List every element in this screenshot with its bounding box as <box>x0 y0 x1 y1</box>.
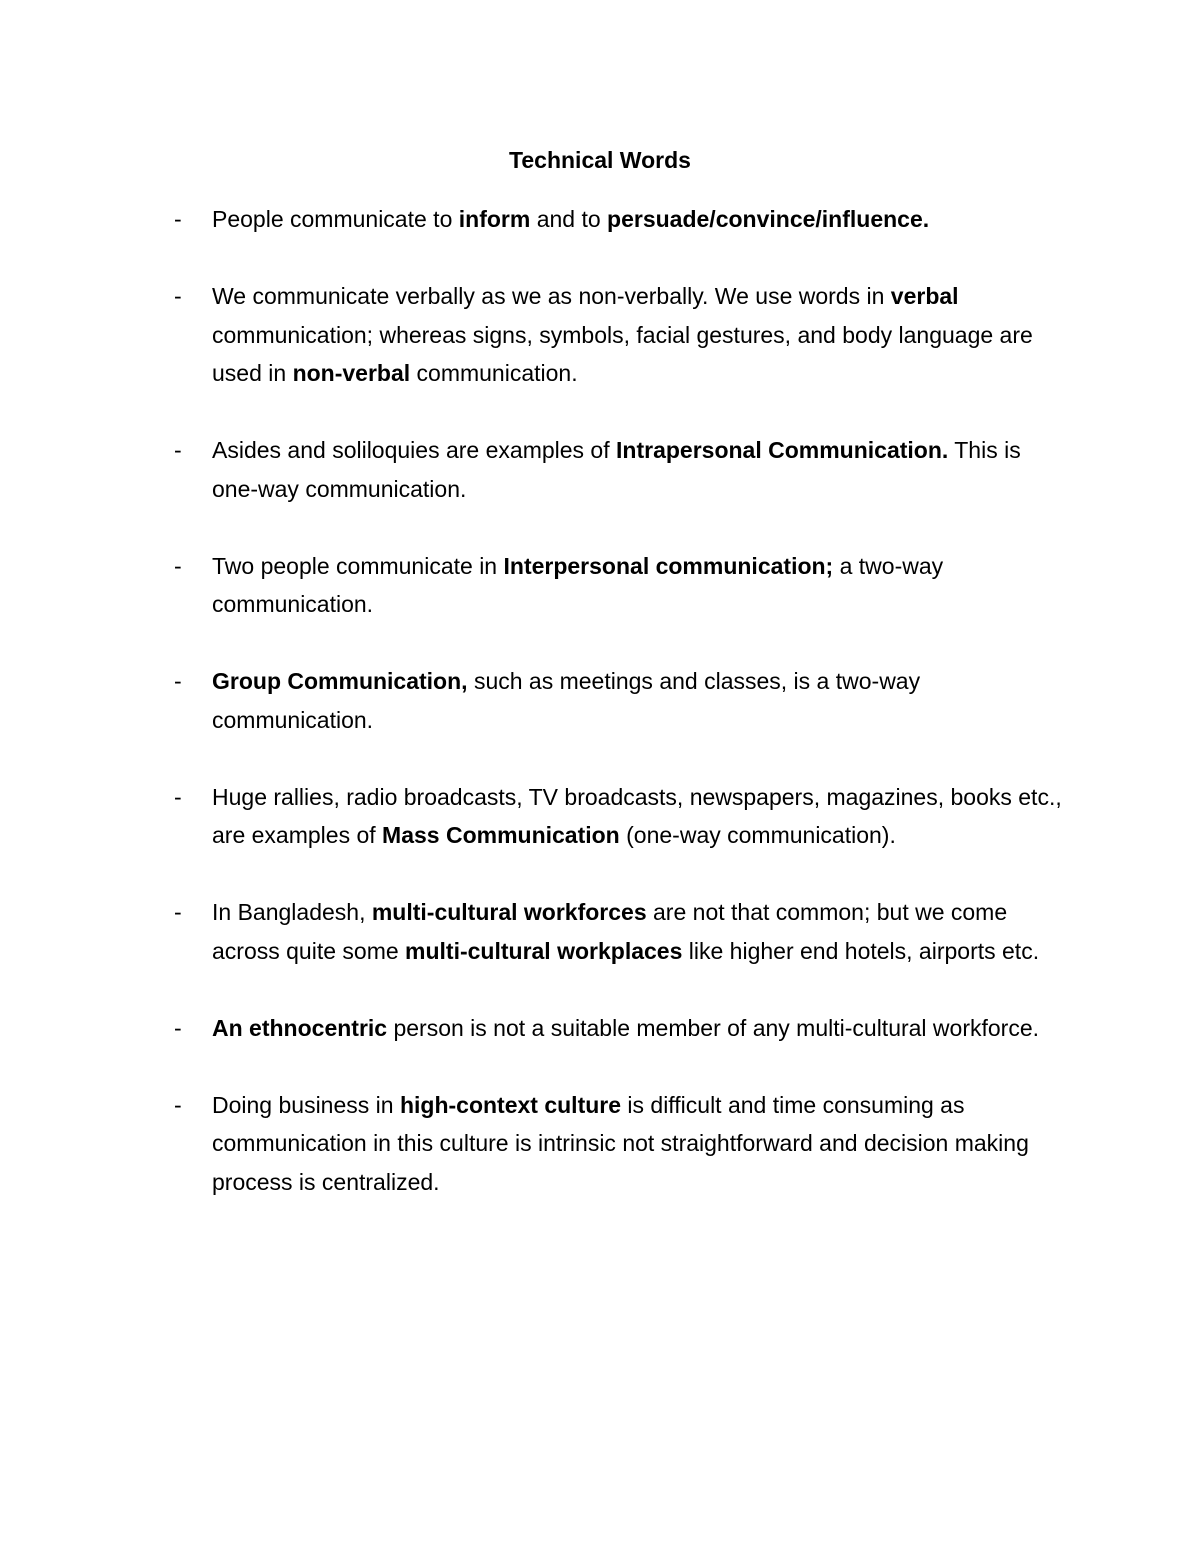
bullet-item <box>0 431 1062 508</box>
bold-term: multi-cultural workforces <box>371 899 647 925</box>
bullet-text: are not that common; but we come across quite some <box>212 899 1008 964</box>
bullet-item <box>0 547 1062 624</box>
bullet-text: like higher end hotels, airports etc. <box>682 937 1040 964</box>
bullet-text: is difficult and time consuming as communication in this culture is intrinsic not straightforward and decision making process is centralized. <box>212 1091 1029 1195</box>
bullet-text: a two-way communication. <box>212 552 944 617</box>
bullet-dash: - <box>174 1091 182 1118</box>
bullet-dash: - <box>174 283 182 309</box>
bullet-text: In Bangladesh, <box>212 899 372 925</box>
bold-term: high-context culture <box>399 1091 622 1118</box>
bullet-item <box>0 893 1062 970</box>
bold-term: Interpersonal communication; <box>503 552 834 579</box>
bullet-dash: - <box>174 437 182 463</box>
bullet-dash: - <box>174 206 182 232</box>
bullet-text: Huge rallies, radio broadcasts, TV broadcasts, newspapers, magazines, books etc., are examples of <box>212 783 1062 848</box>
bullet-dash: - <box>174 783 182 810</box>
bullet-text: Doing business in <box>212 1091 400 1118</box>
bold-term: Intrapersonal Communication. <box>616 437 949 463</box>
bold-term: Mass Communication <box>382 822 620 848</box>
bullet-text: Two people communicate in <box>212 552 504 579</box>
bullet-item <box>0 778 1062 855</box>
bullet-item <box>0 662 1062 739</box>
bullet-text: This is one-way communication. <box>212 437 1021 502</box>
bold-term: multi-cultural workplaces <box>405 937 683 964</box>
bullet-item <box>0 277 1062 393</box>
bold-term: inform <box>458 206 531 232</box>
bullet-list <box>0 200 1200 1240</box>
bullet-text: such as meetings and classes, is a two-way communication. <box>212 668 921 733</box>
bullet-text: We communicate verbally as we as non-verbally. We use words in <box>212 283 891 309</box>
bullet-text: People communicate to <box>212 206 459 232</box>
bullet-text: Asides and soliloquies are examples of <box>212 437 617 463</box>
bold-term: persuade/convince/influence. <box>607 206 930 232</box>
bold-term: verbal <box>890 283 959 309</box>
bold-term: non-verbal <box>292 360 411 386</box>
bold-term: Group Communication, <box>212 668 468 694</box>
bullet-text: communication; whereas signs, symbols, facial gestures, and body language are used in <box>212 321 1033 386</box>
bullet-dash: - <box>174 899 182 925</box>
document-title: Technical Words <box>509 147 691 173</box>
bold-term: An ethnocentric <box>212 1014 388 1041</box>
bullet-item <box>0 1086 1062 1202</box>
bullet-dash: - <box>174 668 182 694</box>
bullet-text: and to <box>530 206 608 232</box>
bullet-item <box>0 200 1062 239</box>
bullet-dash: - <box>174 552 182 579</box>
bullet-item <box>0 1009 1062 1048</box>
bullet-text: (one-way communication). <box>619 822 896 848</box>
bullet-text: communication. <box>410 360 578 386</box>
bullet-dash: - <box>174 1014 182 1041</box>
bullet-text: person is not a suitable member of any multi-cultural workforce. <box>387 1014 1040 1041</box>
